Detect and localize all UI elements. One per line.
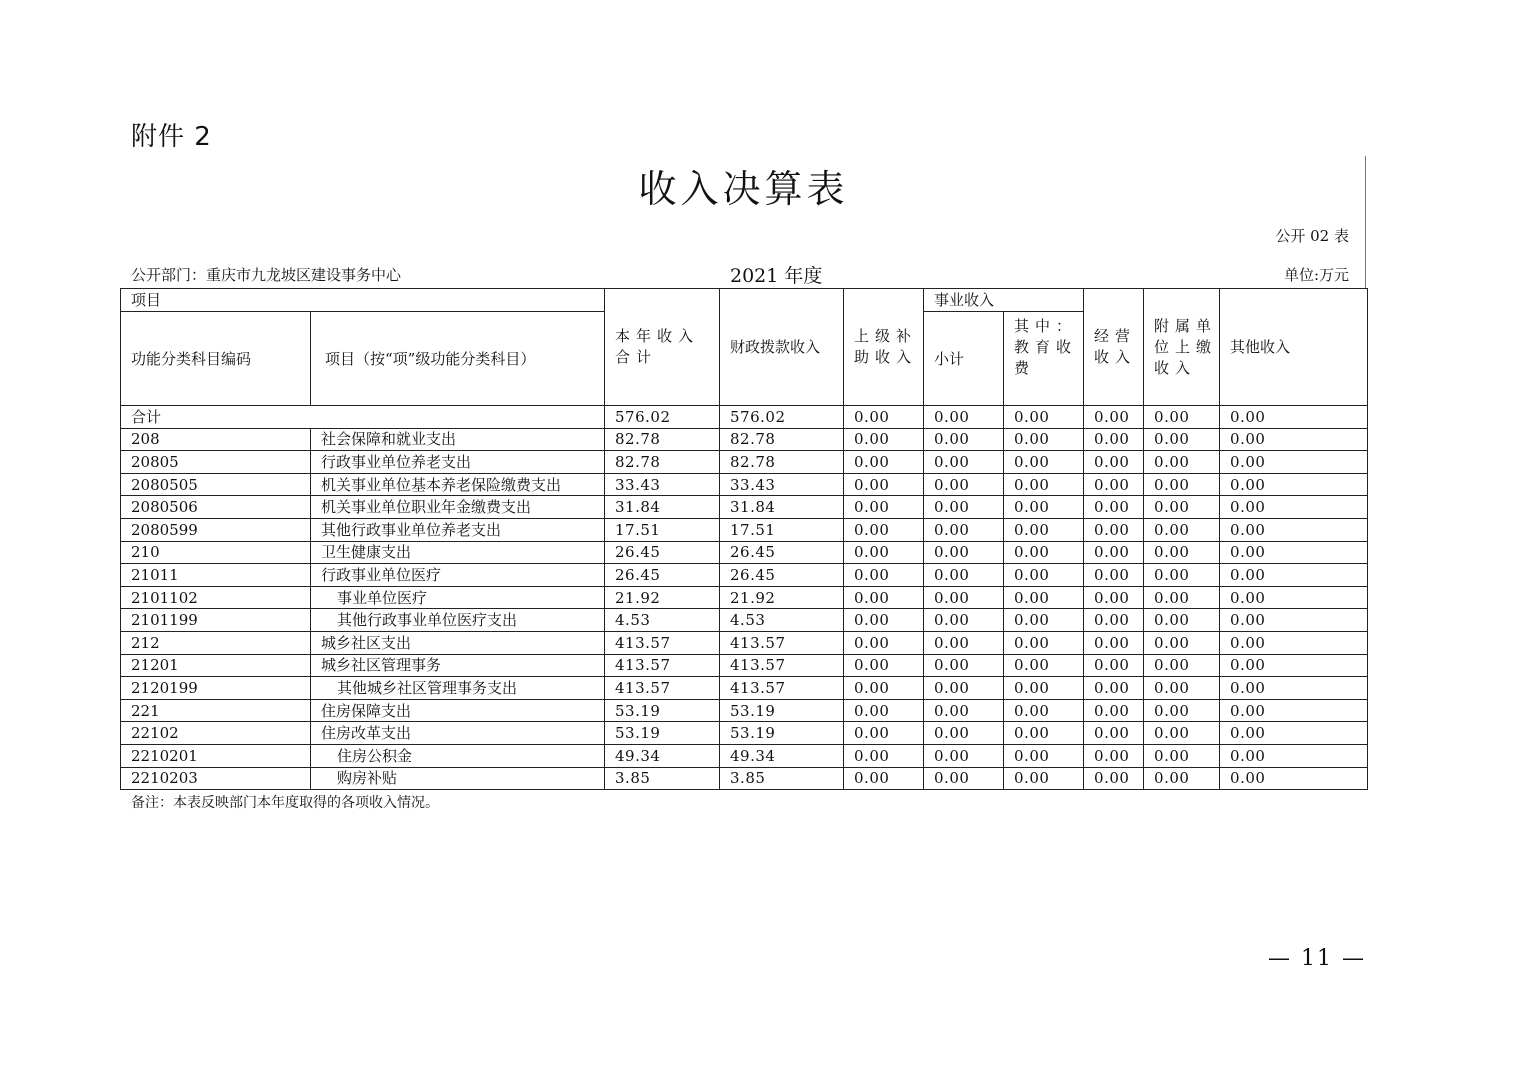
cell-operating: 0.00 — [1084, 496, 1144, 519]
cell-total: 33.43 — [605, 473, 720, 496]
cell-code: 212 — [121, 631, 311, 654]
cell-other: 0.00 — [1220, 609, 1368, 632]
cell-total: 4.53 — [605, 609, 720, 632]
attachment-label: 附件 2 — [131, 122, 212, 152]
cell-affiliated: 0.00 — [1144, 541, 1220, 564]
cell-affiliated: 0.00 — [1144, 518, 1220, 541]
cell-name: 机关事业单位基本养老保险缴费支出 — [311, 473, 605, 496]
cell-edu: 0.00 — [1004, 496, 1084, 519]
cell-edu: 0.00 — [1004, 541, 1084, 564]
cell-affiliated: 0.00 — [1144, 473, 1220, 496]
cell-superior: 0.00 — [844, 473, 924, 496]
cell-subtotal: 0.00 — [924, 677, 1004, 700]
cell-subtotal: 0.00 — [924, 451, 1004, 474]
cell-edu: 0.00 — [1004, 654, 1084, 677]
cell-operating: 0.00 — [1084, 631, 1144, 654]
cell-superior: 0.00 — [844, 677, 924, 700]
cell-affiliated: 0.00 — [1144, 722, 1220, 745]
cell-fiscal: 53.19 — [720, 722, 844, 745]
cell-code: 2210201 — [121, 744, 311, 767]
cell-total: 413.57 — [605, 631, 720, 654]
cell-code: 2080506 — [121, 496, 311, 519]
header-other: 其他收入 — [1220, 289, 1368, 406]
cell-total: 53.19 — [605, 699, 720, 722]
cell-fiscal: 53.19 — [720, 699, 844, 722]
cell-superior: 0.00 — [844, 518, 924, 541]
cell-subtotal: 0.00 — [924, 496, 1004, 519]
cell-name: 住房公积金 — [311, 744, 605, 767]
header-item: 项目 — [121, 289, 605, 312]
cell-code: 2101199 — [121, 609, 311, 632]
cell-subtotal: 0.00 — [924, 473, 1004, 496]
table-row — [121, 744, 1368, 767]
cell-other: 0.00 — [1220, 451, 1368, 474]
cell-affiliated: 0.00 — [1144, 451, 1220, 474]
cell-other: 0.00 — [1220, 586, 1368, 609]
cell-total: 413.57 — [605, 654, 720, 677]
cell-fiscal: 576.02 — [720, 406, 844, 429]
table-row — [121, 451, 1368, 474]
table-row — [121, 473, 1368, 496]
cell-subtotal: 0.00 — [924, 518, 1004, 541]
cell-fiscal: 413.57 — [720, 631, 844, 654]
table-row — [121, 609, 1368, 632]
cell-name: 城乡社区支出 — [311, 631, 605, 654]
cell-code: 合计 — [121, 406, 605, 429]
header-superior: 上级补助收入 — [844, 289, 924, 406]
cell-edu: 0.00 — [1004, 609, 1084, 632]
cell-other: 0.00 — [1220, 496, 1368, 519]
cell-name: 事业单位医疗 — [311, 586, 605, 609]
cell-fiscal: 26.45 — [720, 541, 844, 564]
cell-code: 208 — [121, 428, 311, 451]
cell-subtotal: 0.00 — [924, 541, 1004, 564]
cell-fiscal: 82.78 — [720, 451, 844, 474]
cell-edu: 0.00 — [1004, 406, 1084, 429]
cell-code: 2210203 — [121, 767, 311, 790]
header-fiscal: 财政拨款收入 — [720, 289, 844, 406]
cell-edu: 0.00 — [1004, 564, 1084, 587]
cell-superior: 0.00 — [844, 586, 924, 609]
unit-label: 单位:万元 — [1283, 266, 1349, 284]
table-row — [121, 631, 1368, 654]
cell-operating: 0.00 — [1084, 767, 1144, 790]
cell-superior: 0.00 — [844, 609, 924, 632]
cell-code: 210 — [121, 541, 311, 564]
cell-affiliated: 0.00 — [1144, 496, 1220, 519]
cell-name: 其他城乡社区管理事务支出 — [311, 677, 605, 700]
cell-fiscal: 49.34 — [720, 744, 844, 767]
cell-fiscal: 31.84 — [720, 496, 844, 519]
cell-edu: 0.00 — [1004, 699, 1084, 722]
cell-operating: 0.00 — [1084, 451, 1144, 474]
cell-operating: 0.00 — [1084, 428, 1144, 451]
cell-code: 2101102 — [121, 586, 311, 609]
cell-code: 21011 — [121, 564, 311, 587]
cell-subtotal: 0.00 — [924, 722, 1004, 745]
table-row — [121, 677, 1368, 700]
cell-superior: 0.00 — [844, 767, 924, 790]
cell-total: 3.85 — [605, 767, 720, 790]
table-row — [121, 428, 1368, 451]
cell-other: 0.00 — [1220, 654, 1368, 677]
table-row — [121, 564, 1368, 587]
cell-fiscal: 33.43 — [720, 473, 844, 496]
cell-superior: 0.00 — [844, 496, 924, 519]
cell-other: 0.00 — [1220, 406, 1368, 429]
cell-name: 行政事业单位养老支出 — [311, 451, 605, 474]
cell-operating: 0.00 — [1084, 564, 1144, 587]
cell-subtotal: 0.00 — [924, 654, 1004, 677]
table-row — [121, 586, 1368, 609]
cell-operating: 0.00 — [1084, 541, 1144, 564]
header-total: 本年收入合计 — [605, 289, 720, 406]
table-body — [121, 406, 1368, 790]
cell-name: 卫生健康支出 — [311, 541, 605, 564]
cell-edu: 0.00 — [1004, 586, 1084, 609]
cell-edu: 0.00 — [1004, 631, 1084, 654]
cell-total: 576.02 — [605, 406, 720, 429]
page-title: 收入决算表 — [638, 167, 849, 211]
cell-fiscal: 413.57 — [720, 677, 844, 700]
cell-operating: 0.00 — [1084, 518, 1144, 541]
cell-name: 行政事业单位医疗 — [311, 564, 605, 587]
page-number: — 11 — — [1268, 946, 1366, 971]
cell-affiliated: 0.00 — [1144, 744, 1220, 767]
cell-code: 2080599 — [121, 518, 311, 541]
cell-subtotal: 0.00 — [924, 767, 1004, 790]
cell-affiliated: 0.00 — [1144, 609, 1220, 632]
table-row — [121, 699, 1368, 722]
cell-total: 82.78 — [605, 451, 720, 474]
cell-affiliated: 0.00 — [1144, 564, 1220, 587]
cell-other: 0.00 — [1220, 473, 1368, 496]
cell-code: 2080505 — [121, 473, 311, 496]
cell-superior: 0.00 — [844, 541, 924, 564]
cell-affiliated: 0.00 — [1144, 699, 1220, 722]
cell-total: 17.51 — [605, 518, 720, 541]
header-operating: 经营收入 — [1084, 289, 1144, 406]
cell-affiliated: 0.00 — [1144, 406, 1220, 429]
cell-affiliated: 0.00 — [1144, 586, 1220, 609]
cell-total: 82.78 — [605, 428, 720, 451]
cell-name: 社会保障和就业支出 — [311, 428, 605, 451]
cell-other: 0.00 — [1220, 631, 1368, 654]
cell-other: 0.00 — [1220, 541, 1368, 564]
cell-fiscal: 26.45 — [720, 564, 844, 587]
cell-operating: 0.00 — [1084, 609, 1144, 632]
cell-superior: 0.00 — [844, 428, 924, 451]
cell-fiscal: 3.85 — [720, 767, 844, 790]
cell-code: 21201 — [121, 654, 311, 677]
cell-fiscal: 17.51 — [720, 518, 844, 541]
cell-other: 0.00 — [1220, 677, 1368, 700]
cell-other: 0.00 — [1220, 722, 1368, 745]
cell-code: 221 — [121, 699, 311, 722]
cell-subtotal: 0.00 — [924, 631, 1004, 654]
fiscal-year: 2021 年度 — [730, 265, 823, 287]
cell-fiscal: 82.78 — [720, 428, 844, 451]
cell-code: 20805 — [121, 451, 311, 474]
cell-edu: 0.00 — [1004, 744, 1084, 767]
cell-operating: 0.00 — [1084, 744, 1144, 767]
cell-superior: 0.00 — [844, 451, 924, 474]
cell-name: 机关事业单位职业年金缴费支出 — [311, 496, 605, 519]
cell-fiscal: 413.57 — [720, 654, 844, 677]
cell-subtotal: 0.00 — [924, 609, 1004, 632]
cell-total: 21.92 — [605, 586, 720, 609]
cell-total: 413.57 — [605, 677, 720, 700]
cell-other: 0.00 — [1220, 699, 1368, 722]
income-table — [120, 288, 1368, 790]
table-row — [121, 541, 1368, 564]
cell-name: 购房补贴 — [311, 767, 605, 790]
cell-edu: 0.00 — [1004, 677, 1084, 700]
header-code: 功能分类科目编码 — [121, 312, 311, 406]
cell-operating: 0.00 — [1084, 677, 1144, 700]
cell-subtotal: 0.00 — [924, 564, 1004, 587]
cell-edu: 0.00 — [1004, 451, 1084, 474]
cell-subtotal: 0.00 — [924, 586, 1004, 609]
cell-fiscal: 21.92 — [720, 586, 844, 609]
cell-edu: 0.00 — [1004, 722, 1084, 745]
cell-other: 0.00 — [1220, 767, 1368, 790]
table-row — [121, 722, 1368, 745]
cell-superior: 0.00 — [844, 654, 924, 677]
cell-operating: 0.00 — [1084, 699, 1144, 722]
cell-edu: 0.00 — [1004, 428, 1084, 451]
cell-total: 26.45 — [605, 541, 720, 564]
cell-affiliated: 0.00 — [1144, 677, 1220, 700]
cell-other: 0.00 — [1220, 744, 1368, 767]
cell-superior: 0.00 — [844, 564, 924, 587]
table-row — [121, 406, 1368, 429]
cell-operating: 0.00 — [1084, 473, 1144, 496]
header-edu: 其中：教育收费 — [1004, 312, 1084, 406]
cell-other: 0.00 — [1220, 518, 1368, 541]
cell-operating: 0.00 — [1084, 722, 1144, 745]
cell-name: 其他行政事业单位养老支出 — [311, 518, 605, 541]
cell-affiliated: 0.00 — [1144, 631, 1220, 654]
cell-operating: 0.00 — [1084, 586, 1144, 609]
cell-total: 31.84 — [605, 496, 720, 519]
cell-name: 住房改革支出 — [311, 722, 605, 745]
cell-edu: 0.00 — [1004, 767, 1084, 790]
cell-subtotal: 0.00 — [924, 699, 1004, 722]
cell-affiliated: 0.00 — [1144, 428, 1220, 451]
header-affiliated: 附属单位上缴收入 — [1144, 289, 1220, 406]
header-name: 项目（按“项”级功能分类科目） — [311, 312, 605, 406]
cell-superior: 0.00 — [844, 699, 924, 722]
cell-total: 49.34 — [605, 744, 720, 767]
table-row — [121, 518, 1368, 541]
cell-name: 其他行政事业单位医疗支出 — [311, 609, 605, 632]
department-label: 公开部门：重庆市九龙坡区建设事务中心 — [131, 266, 402, 284]
header-subtotal: 小计 — [924, 312, 1004, 406]
cell-operating: 0.00 — [1084, 406, 1144, 429]
cell-subtotal: 0.00 — [924, 406, 1004, 429]
cell-subtotal: 0.00 — [924, 428, 1004, 451]
cell-superior: 0.00 — [844, 631, 924, 654]
cell-edu: 0.00 — [1004, 518, 1084, 541]
table-code: 公开 02 表 — [1275, 227, 1349, 245]
cell-other: 0.00 — [1220, 564, 1368, 587]
cell-edu: 0.00 — [1004, 473, 1084, 496]
table-row — [121, 767, 1368, 790]
cell-superior: 0.00 — [844, 406, 924, 429]
cell-code: 22102 — [121, 722, 311, 745]
cell-name: 城乡社区管理事务 — [311, 654, 605, 677]
header-career: 事业收入 — [924, 289, 1084, 312]
cell-subtotal: 0.00 — [924, 744, 1004, 767]
cell-name: 住房保障支出 — [311, 699, 605, 722]
cell-affiliated: 0.00 — [1144, 767, 1220, 790]
cell-superior: 0.00 — [844, 744, 924, 767]
cell-total: 26.45 — [605, 564, 720, 587]
cell-fiscal: 4.53 — [720, 609, 844, 632]
cell-other: 0.00 — [1220, 428, 1368, 451]
cell-code: 2120199 — [121, 677, 311, 700]
cell-affiliated: 0.00 — [1144, 654, 1220, 677]
table-row — [121, 654, 1368, 677]
footnote: 备注：本表反映部门本年度取得的各项收入情况。 — [131, 795, 439, 811]
cell-operating: 0.00 — [1084, 654, 1144, 677]
table-row — [121, 496, 1368, 519]
cell-superior: 0.00 — [844, 722, 924, 745]
cell-total: 53.19 — [605, 722, 720, 745]
